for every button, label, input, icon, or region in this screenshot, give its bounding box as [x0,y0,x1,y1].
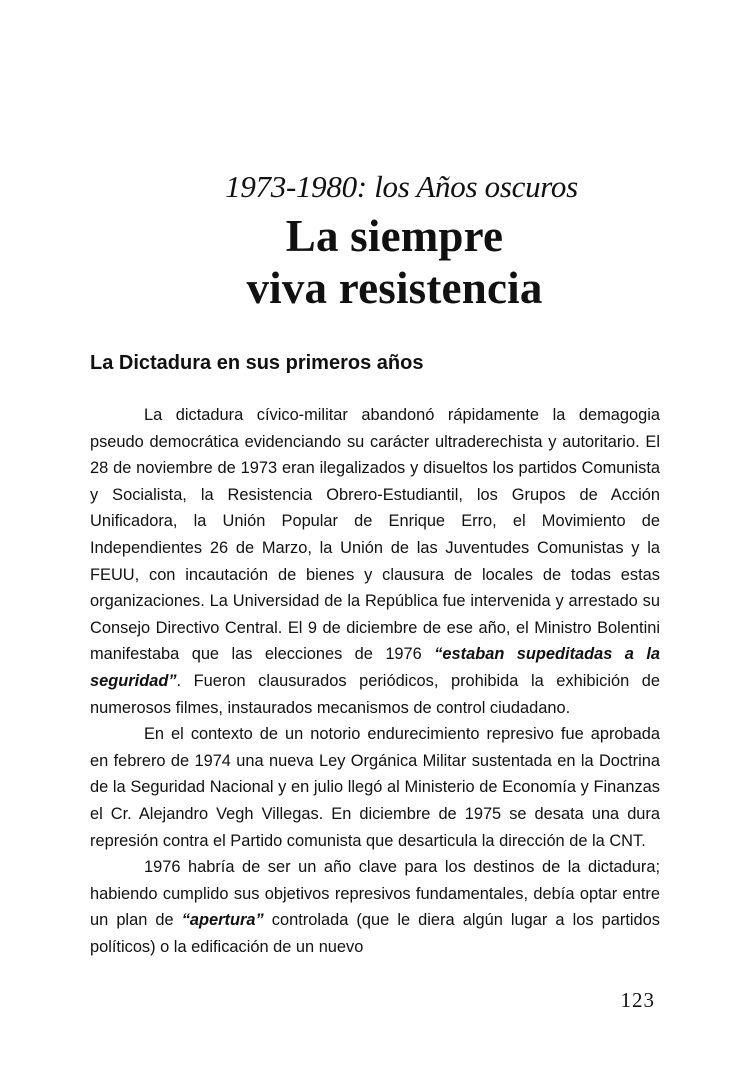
paragraph-3-quote: “apertura” [181,911,264,930]
paragraph-1-text-b: . Fueron clausurados periódicos, prohibida la exhibición de numerosos filmes, instaurados mecanismos de control ciudadano. [90,671,660,717]
section-heading: La Dictadura en sus primeros años [90,352,424,374]
page-number: 123 [620,988,655,1012]
paragraph-3-text-b: controlada (que le diera algún lugar a los partidos políticos) o la edificación de un nuevo [90,911,660,956]
chapter-title-line-2: viva resistencia [246,263,543,313]
paragraph-3 [90,854,660,960]
paragraph-1-text-a: La dictadura cívico-militar abandonó rápidamente la demagogia pseudo democrática evidenciando su carácter ultraderechista y autoritario. El 28 de noviembre de 1973 eran ilegalizados y disueltos los partidos Comunista y Socialista, la Resistencia Obrero-Estudiantil, los Grupos de Acción Unificadora, la Unión Popular de Enrique Erro, el Movimiento de Independientes 26 de Marzo, la Unión de las Juventudes Comunistas y la FEUU, con incautación de bienes y clausura de locales de todas estas organizaciones. La Universidad de la República fue intervenida y arrestado su Consejo Directivo Central. El 9 de diciembre de ese año, el Ministro Bolentini manifestaba que las elecciones de 1976 [90,406,660,664]
chapter-header [0,168,751,314]
paragraph-1 [90,402,660,721]
paragraph-1-quote: “estaban supeditadas a la seguridad” [90,645,660,690]
paragraph-3-text-a: 1976 habría de ser un año clave para los destinos de la dictadura; habiendo cumplido sus objetivos represivos fundamentales, debía optar entre un plan de [90,858,660,930]
chapter-title-line-1: La siempre [285,211,504,261]
paragraph-2: En el contexto de un notorio endurecimiento represivo fue aprobada en febrero de 1974 una nueva Ley Orgánica Militar sustentada en la Doctrina de la Seguridad Nacional y en julio llegó al Ministerio de Economía y Finanzas el Cr. Alejandro Vegh Villegas. En diciembre de 1975 se desata una dura represión contra el Partido comunista que desarticula la dirección de la CNT. [90,725,660,850]
chapter-subtitle: 1973-1980: los Años oscuros [225,169,578,204]
body-text [90,402,660,960]
